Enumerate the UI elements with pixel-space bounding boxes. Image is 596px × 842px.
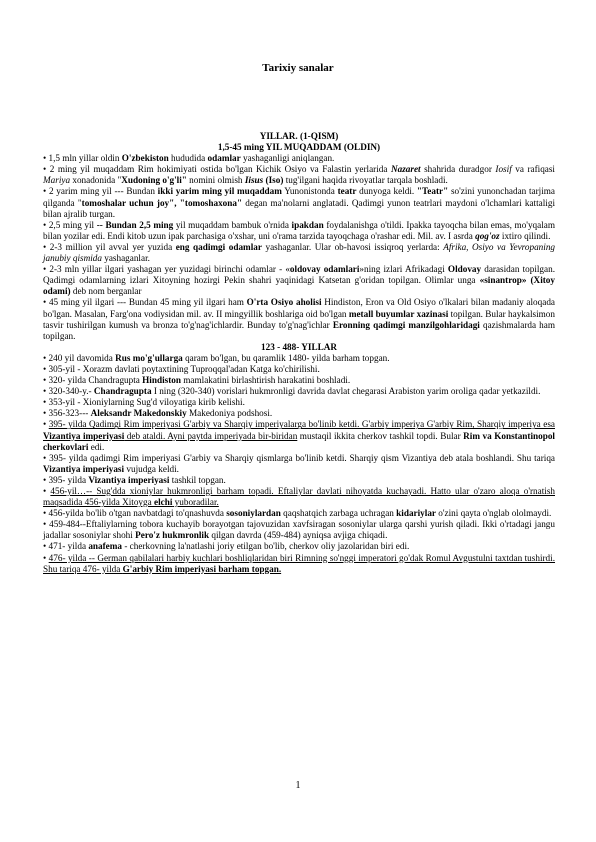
text-run: Iosif xyxy=(495,164,512,175)
text-run: tug'ilgani haqida rivoyatlar tarqala boshladi. xyxy=(283,175,448,186)
entry-paragraph xyxy=(43,153,555,164)
text-run: Vizantiya imperiyasi xyxy=(43,463,125,474)
text-run: qog'oz xyxy=(475,230,500,241)
text-run: eng qadimgi odamlar xyxy=(175,241,262,252)
text-run: foydalanishga o'tildi. Ipakka tayoqcha bilan emas, mo'yqalam bilan yozilar edi. Endi kitob uzun ipak parchasiga o'xshar, uni o'rama tarzida tayoqchaga o'rashar edi. Mil. av. I asrda xyxy=(43,219,555,241)
text-run: oldovay odamlari xyxy=(289,264,360,275)
text-run: (Iso) xyxy=(265,175,284,186)
text-run: Afrika, Osiyo va Yevropaning janubiy qismida xyxy=(43,241,556,264)
text-run: yuboradilar. xyxy=(172,497,219,508)
entry-paragraph xyxy=(43,508,555,519)
text-run: tashkil topgan. xyxy=(169,474,226,485)
text-run: - cherkovning la'natlashi joriy etilgan bo'lib, cherkov oliy jazolaridan biri edi. xyxy=(122,541,410,552)
text-run: so'zini yunonchadan tarjima qilganda " xyxy=(43,186,555,208)
text-run: Chandragupta xyxy=(93,386,152,397)
text-run: va rafiqasi xyxy=(511,164,555,175)
text-run: o'zini qayta o'nglab ololmaydi. xyxy=(436,508,552,519)
entry-paragraph xyxy=(43,297,555,341)
text-run: qaram bo'lgan, bu qaramlik 1480- yilda barham topgan. xyxy=(182,352,390,363)
text-run: vujudga keldi. xyxy=(124,463,179,474)
text-run: ipakdan xyxy=(291,219,324,230)
text-run: qilgan davrda (459-484) ayniqsa avjiga chiqadi. xyxy=(209,530,388,541)
text-run: Vizantiya imperiyasi xyxy=(43,430,125,441)
entry-paragraph xyxy=(43,553,555,575)
text-run: «sinantrop» (Xitoy odami) xyxy=(43,275,555,297)
text-run: Iisus xyxy=(244,175,264,186)
text-run: O'zbekiston xyxy=(121,153,169,164)
text-run: qazishmalarda ham topilgan. xyxy=(43,319,555,341)
text-run: kidariylar xyxy=(396,508,436,519)
text-run: -- Bundan 2,5 ming xyxy=(96,219,174,230)
text-run: 240 yil davomida xyxy=(48,352,116,363)
text-run: 459-484--Eftaliylarning tobora kuchayib borayotgan tajovuzidan xavfsiragan sosoniylar ularga qarshi yurish qiladi. Ikki o'rtadagi jangu jadallar sosoniylar shohi xyxy=(43,519,555,541)
text-run: 320- yilda Chandragupta xyxy=(48,375,143,386)
text-run: yashaganlar. Ular ob-havosi issiqroq yerlarda: xyxy=(261,241,444,252)
text-run: Rim va Konstantinopol cherkovlari xyxy=(43,430,555,452)
text-run: ixtiro qilindi. xyxy=(499,230,551,241)
text-run: mamlakatini birlashtirish harakatini boshladi. xyxy=(180,375,351,386)
entry-paragraph xyxy=(43,264,555,297)
text-run: 2-3 million yil avval yer yuzida xyxy=(49,241,176,252)
section-heading-1: YILLAR. (1-QISM) xyxy=(259,131,339,141)
text-run: teatr xyxy=(337,186,357,197)
entry-paragraph xyxy=(43,242,555,264)
text-run: 395- yilda Qadimgi Rim imperiyasi G'arbiy va Sharqiy imperiyalarga bo'linib ketdi. G'arbiy imperiya G'arbiy Rim, Sharqiy imperiya esa xyxy=(48,419,555,430)
text-run: sosoniylardan xyxy=(226,508,281,519)
entries-list-b xyxy=(43,353,555,575)
document-title: Tarixiy sanalar xyxy=(262,62,334,74)
text-run: 2,5 ming yil xyxy=(48,219,97,230)
text-run: hududida xyxy=(168,153,208,164)
entry-paragraph xyxy=(43,220,555,242)
text-run: 395- yilda qadimgi Rim imperiyasi G'arbiy va Sharqiy qismlarga bo'linib ketdi. Sharqiy qism Vizantiya deb atala boshlandi. Shu tariqa xyxy=(49,452,556,463)
text-run: 353-yil - Xioniylarning Sug'd viloyatiga kirib kelishi. xyxy=(48,397,245,408)
text-run: ikki yarim ming yil muqaddam xyxy=(157,186,282,197)
entry-paragraph xyxy=(43,364,555,375)
section-heading-3: 123 - 488- YILLAR xyxy=(261,341,337,352)
text-run: 45 ming yil ilgari --- Bundan 45 ming yil ilgari ham xyxy=(48,297,247,308)
text-run: degan ma'nolarni anglatadi. Qadimgi yunon teatrlari maydoni o'lchamlari kattaligi bilan ajralib turgan. xyxy=(43,197,555,219)
page-number: 1 xyxy=(295,780,301,791)
text-run: "Teatr" xyxy=(416,186,449,197)
text-run: 2 yarim ming yil --- Bundan xyxy=(48,186,158,197)
text-run: Hindiston xyxy=(142,375,181,386)
text-run: G'arbiy Rim imperiyasi barham topgan. xyxy=(122,563,282,574)
text-run: 305-yil - Xorazm davlati poytaxtining Tuproqqal'adan Katga ko'chirilishi. xyxy=(48,363,320,374)
text-run: 471- yilda xyxy=(48,541,89,552)
text-run: topilgan. Bular haykalsimon tasvir tushirilgan kumush va bronza to'g'nag'ichlardir. Bunday to'g'nag'ichlar xyxy=(43,308,555,330)
entry-paragraph xyxy=(43,541,555,552)
entry-paragraph xyxy=(43,164,555,186)
text-run: nomini olmish xyxy=(186,175,245,186)
text-run: 320-340-y.- xyxy=(48,386,94,397)
section-heading-2: 1,5-45 ming YIL MUQADDAM (OLDIN) xyxy=(217,142,381,153)
text-run: 2 ming yil muqaddam Rim hokimiyati ostida bo'lgan Kichik Osiyo va Falastin yerlarida xyxy=(49,164,391,175)
entry-paragraph xyxy=(43,408,555,419)
entry-paragraph xyxy=(43,453,555,475)
text-run: elchi xyxy=(154,497,173,508)
text-run: edi. xyxy=(88,441,105,452)
entry-paragraph xyxy=(43,186,555,219)
entries-list-a xyxy=(43,153,555,342)
text-run: Nazaret xyxy=(390,164,421,175)
entry-paragraph xyxy=(43,386,555,397)
text-run: anafema xyxy=(88,541,123,552)
text-run: Rus mo'g'ullarga xyxy=(115,352,183,363)
text-run: dunyoga keldi. xyxy=(356,186,417,197)
entry-paragraph xyxy=(43,375,555,386)
text-run: Aleksandr Makedonskiy xyxy=(90,408,187,419)
text-run: 395- yilda xyxy=(48,474,89,485)
text-run: yashaganligi aniqlangan. xyxy=(240,153,335,164)
text-run: mustaqil ikkita cherkov tashkil topdi. Bular xyxy=(297,430,464,441)
text-run: Pero'z hukmronlik xyxy=(135,530,210,541)
text-run: yil muqaddam bambuk o'rnida xyxy=(173,219,292,230)
text-run: Hindiston, Eron va Old Osiyo o'lkalari bilan madaniy aloqada bo'lgan. Masalan, Farg'ona vodiysidan mil. av. II mingyillik boshlariga oid bo'lgan xyxy=(43,297,555,319)
text-run: shahrida duradgor xyxy=(420,164,496,175)
text-run: 456-yil…-- Sug'dda xioniylar hukmronligi barham topadi. Eftaliylar davlati nihoyatda kuchayadi. Hatto ular o'zaro aloqa o'rnatish maqsadida 456-yilda Xitoyga xyxy=(43,486,555,508)
text-run: Mariya xyxy=(43,175,71,186)
text-run: »ning izlari Afrikadagi xyxy=(359,264,448,275)
text-run: Vizantiya imperiyasi xyxy=(88,474,170,485)
text-run: darasidan topilgan. Qadimgi odamlarning izlari Xitoyning hozirgi Pekin shahri yaqinidagi Katsetan g'oridan topilgan. Olimlar unga xyxy=(43,264,555,286)
text-run: 2-3 mln yillar ilgari yashagan yer yuzidagi birinchi odamlar - « xyxy=(49,264,290,275)
text-run: yashaganlar. xyxy=(101,253,150,264)
document-body xyxy=(43,131,555,575)
text-run: metall buyumlar xazinasi xyxy=(348,308,449,319)
entry-paragraph xyxy=(43,486,555,508)
entry-paragraph xyxy=(43,397,555,408)
text-run: I ning (320-340) vorislari hukmronligi davrida davlat chegarasi Arabiston yarim oroliga qadar yetkazildi. xyxy=(151,386,541,397)
text-run: deb nom berganlar xyxy=(70,286,142,297)
text-run: 476- yilda -- German qabilalari harbiy kuchlari boshliqlaridan biri Rimning so'nggi imperatori go'dak Romul Avgustulni taxtdan tushirdi. Shu tariqa 476- yilda xyxy=(43,552,556,574)
text-run: Xudoning o'g'li" xyxy=(121,175,187,186)
text-run: Eronning qadimgi manzilgohlaridagi xyxy=(332,319,480,330)
entry-paragraph xyxy=(43,475,555,486)
text-run: O'rta Osiyo aholisi xyxy=(246,297,322,308)
text-run: 456-yilda bo'lib o'tgan navbatdagi to'qnashuvda xyxy=(48,508,227,519)
entry-paragraph xyxy=(43,419,555,452)
text-run: odamlar xyxy=(207,153,241,164)
text-run: 356-323--- xyxy=(48,408,91,419)
entry-paragraph xyxy=(43,353,555,364)
text-run: Yunonistonda xyxy=(281,186,338,197)
text-run: qaqshatqich zarbaga uchragan xyxy=(280,508,397,519)
text-run: tomoshalar uchun joy", "tomoshaxona" xyxy=(81,197,243,208)
text-run: xonadonida " xyxy=(70,175,122,186)
entry-paragraph xyxy=(43,519,555,541)
text-run: Oldovay xyxy=(447,264,482,275)
text-run: 1,5 mln yillar oldin xyxy=(48,153,122,164)
text-run: Makedoniya podshosi. xyxy=(186,408,273,419)
text-run: deb ataldi. Ayni paytda imperiyada bir-biridan xyxy=(124,430,298,441)
